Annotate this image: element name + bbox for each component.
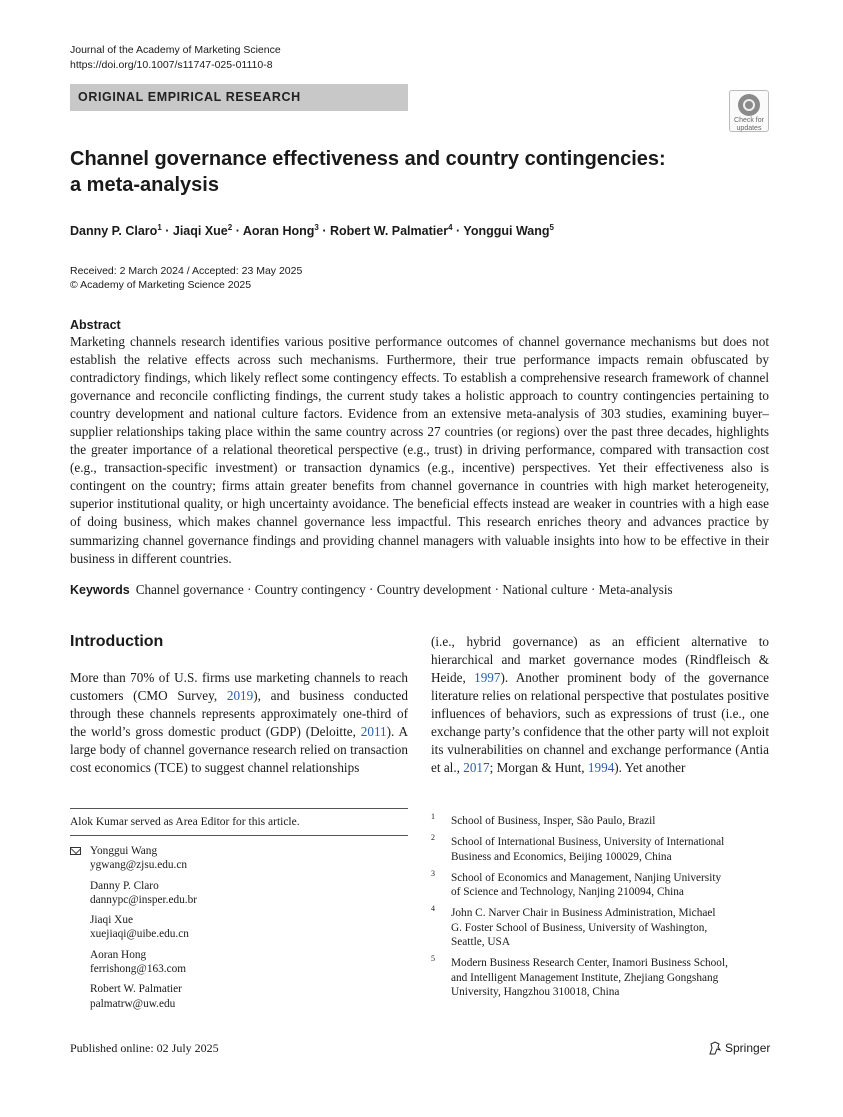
body-text: ), and business conducted through these channels represents approximately one-third of the world’s gross domestic product (GDP) (Deloitte, [70,688,408,740]
keywords-list: Channel governance · Country contingency · Country development · National culture · Meta-analysis [135,582,673,597]
doi-link[interactable]: https://doi.org/10.1007/s11747-025-01110-8 [70,59,273,71]
affiliation-line: School of Economics and Management, Nanjing University [451,871,722,884]
citation-link[interactable]: 2017 [463,760,490,776]
citation-link[interactable]: 1997 [474,670,501,686]
citation-link[interactable]: 1994 [587,760,615,776]
affiliation-line: Business and Economics, Beijing 100029, China [451,850,672,863]
affiliation-line: School of Business, Insper, São Paulo, Brazil [451,815,656,827]
contact-name: Yonggui Wang [90,845,158,857]
author-contacts [70,844,197,1017]
intro-column-2 [431,633,769,777]
journal-header [70,43,281,73]
publisher-logo[interactable]: Springer [708,1041,770,1055]
affiliations [431,814,769,1006]
affiliation-line: G. Foster School of Business, University of Washington, [451,921,708,934]
affiliation-number: 5 [431,954,435,964]
check-updates-label: Check for updates [734,117,764,132]
check-updates-icon [738,94,760,116]
contact-entry [70,844,197,873]
intro-column-1 [70,669,408,777]
abstract-body: Marketing channels research identifies various positive performance outcomes of channel governance mechanisms but does not establish the relative effects across such mechanisms. Furthermore, their true performance impacts remain obfuscated by contradictory findings, which likely reflect some contingency effects. To establish a comprehensive research framework of channel governance and reconcile conflicting findings, the current study takes a holistic approach to country contingencies pertaining to country development and national culture factors. Evidence from an extensive meta-analysis of 303 studies, examining buyer–supplier relationships taking place within the same country across 27 countries (or regions) over the past three decades, highlights the greater importance of a relational theoretical perspective (e.g., trust) in driving performance, compared with transaction cost (e.g., transaction-specific investment) or transaction dynamics (e.g., incentive) perspectives. Yet their effectiveness also is contingent on the country; firms attain greater benefits from channel governance in countries with high market heterogeneity, superior institutional quality, or high uncertainty avoidance. The beneficial effects instead are weaker in countries with a high ease of doing business, which makes channel governance less impactful. This research enriches theory and advances practice by summarizing channel governance findings and providing channel managers with valuable insights into how to be effective in their business in different countries. [70,334,769,566]
body-text: More than 70% of U.S. firms use marketing channels to reach customers (CMO Survey, [70,670,408,704]
contact-entry [70,913,197,942]
author-list: Danny P. Claro$^1$ · Jiaqi Xue$^2$ · Aoran Hong$^3$ · Robert W. Palmatier$^4$ · Yonggui Wang$^5$ [70,223,554,238]
contact-email[interactable]: dannypc@insper.edu.br [90,893,198,906]
author[interactable]: Yonggui Wang$^5$ [463,223,554,238]
affiliation-number: 1 [431,812,435,821]
contact-entry [70,948,197,977]
area-editor-note: Alok Kumar served as Area Editor for this article. [70,816,300,828]
affiliation-entry [431,906,769,949]
keywords [70,581,673,599]
affiliation-line: Modern Business Research Center, Inamori Business School, [451,957,728,970]
body-text: ; Morgan & Hunt, [489,760,588,776]
contact-name: Jiaqi Xue [90,914,133,927]
body-text: ). Another prominent body of the governance literature relies on relational perspective that postulates positive influences of behaviors, such as expressions of trust (i.e., one exchange party’s confidence that the other party will not exploit its vulnerabilities on channel and exchange performance (Antia et al., [431,670,769,776]
affiliation-entry [431,835,769,864]
copyright: © Academy of Marketing Science 2025 [70,279,252,291]
contact-name: Danny P. Claro [90,879,159,892]
introduction-heading: Introduction [70,633,164,650]
affiliation-line: Seattle, USA [451,936,510,949]
journal-name: Journal of the Academy of Marketing Science [70,44,281,56]
abstract-heading: Abstract [70,318,121,332]
published-date: Published online: 02 July 2025 [70,1041,219,1055]
author[interactable]: Jiaqi Xue$^2$ [172,223,233,238]
contact-email[interactable]: palmatrw@uw.edu [90,997,176,1010]
body-text: (i.e., hybrid governance) as an efficient alternative to hierarchical and market governance modes (Rindfleisch & Heide, [431,634,769,686]
author[interactable]: Aoran Hong$^3$ [242,223,319,238]
section-banner: ORIGINAL EMPIRICAL RESEARCH [70,84,408,111]
article-dates [70,264,302,292]
footnote-divider [70,835,408,836]
contact-email[interactable]: ygwang@zjsu.edu.cn [90,859,187,872]
body-text: ). A large body of channel governance research relied on transaction cost economics (TCE) to suggest channel relationships [70,724,408,776]
author[interactable]: Danny P. Claro$^1$ [70,223,162,238]
contact-name: Robert W. Palmatier [90,983,182,996]
affiliation-line: School of International Business, University of International [451,836,725,849]
received-accepted: Received: 2 March 2024 / Accepted: 23 May 2025 [70,265,303,277]
check-for-updates-badge[interactable] [729,90,769,132]
affiliation-number: 3 [431,868,435,878]
contact-name: Aoran Hong [90,948,147,961]
article-title: Channel governance effectiveness and country contingencies: a meta-analysis [70,148,666,196]
affiliation-entry [431,868,769,900]
contact-entry [70,879,197,908]
contact-email[interactable]: xuejiaqi@uibe.edu.cn [90,928,189,941]
citation-link[interactable]: 2011 [360,724,387,740]
body-text: ). Yet another [614,760,686,776]
affiliation-line: University, Hangzhou 310018, China [451,985,620,998]
affiliation-number: 4 [431,904,435,914]
envelope-icon [70,847,81,855]
contact-entry [70,982,197,1011]
keywords-label: Keywords [70,583,130,597]
contact-email[interactable]: ferrishong@163.com [90,963,187,976]
author[interactable]: Robert W. Palmatier$^4$ [329,223,453,238]
citation-link[interactable]: 2019 [226,688,254,704]
affiliation-entry [431,814,769,828]
affiliation-number: 2 [431,833,435,843]
affiliation-line: John C. Narver Chair in Business Administration, Michael [451,907,716,920]
affiliation-line: of Science and Technology, Nanjing 210094, China [451,886,684,899]
footnote-divider [70,808,408,809]
springer-horse-icon [708,1041,722,1055]
affiliation-entry [431,956,769,999]
affiliation-line: and Intelligent Management Institute, Zhejiang Gongshang [451,971,719,984]
